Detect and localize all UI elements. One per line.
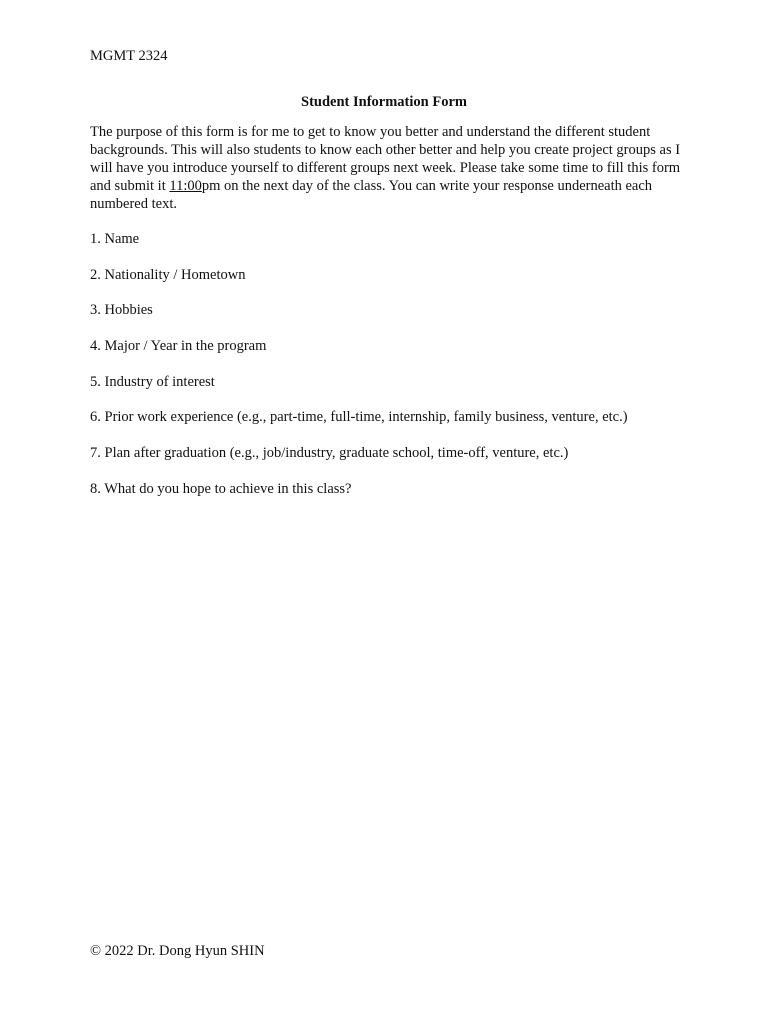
intro-text-end: pm on the next day of the class. You can write your response underneath each numbered text. xyxy=(90,178,653,212)
question-plan-after-graduation: 7. Plan after graduation (e.g., job/industry, graduate school, time-off, venture, etc.) xyxy=(90,445,569,462)
question-list xyxy=(90,230,710,516)
course-code: MGMT 2324 xyxy=(90,48,168,64)
question-class-goals: 8. What do you hope to achieve in this class? xyxy=(90,480,352,497)
question-major: 4. Major / Year in the program xyxy=(90,338,267,355)
intro-paragraph xyxy=(90,123,690,213)
question-industry: 5. Industry of interest xyxy=(90,373,215,390)
question-work-experience: 6. Prior work experience (e.g., part-time, full-time, internship, family business, venture, etc.) xyxy=(90,409,628,426)
submission-time: 11:00 xyxy=(169,178,202,194)
copyright-footer: © 2022 Dr. Dong Hyun SHIN xyxy=(90,943,265,959)
question-name: 1. Name xyxy=(90,231,140,247)
question-hobbies: 3. Hobbies xyxy=(90,302,153,319)
question-nationality: 2. Nationality / Hometown xyxy=(90,266,246,283)
form-title: Student Information Form xyxy=(301,94,467,110)
intro-text-start: The purpose of this form is for me to get to know you better and understand the different student backgrounds. This will also students to know each other better and help you create project groups as I will have you introduce yourself to different groups next week. Please take some time to fill this form and submit it xyxy=(90,124,681,194)
